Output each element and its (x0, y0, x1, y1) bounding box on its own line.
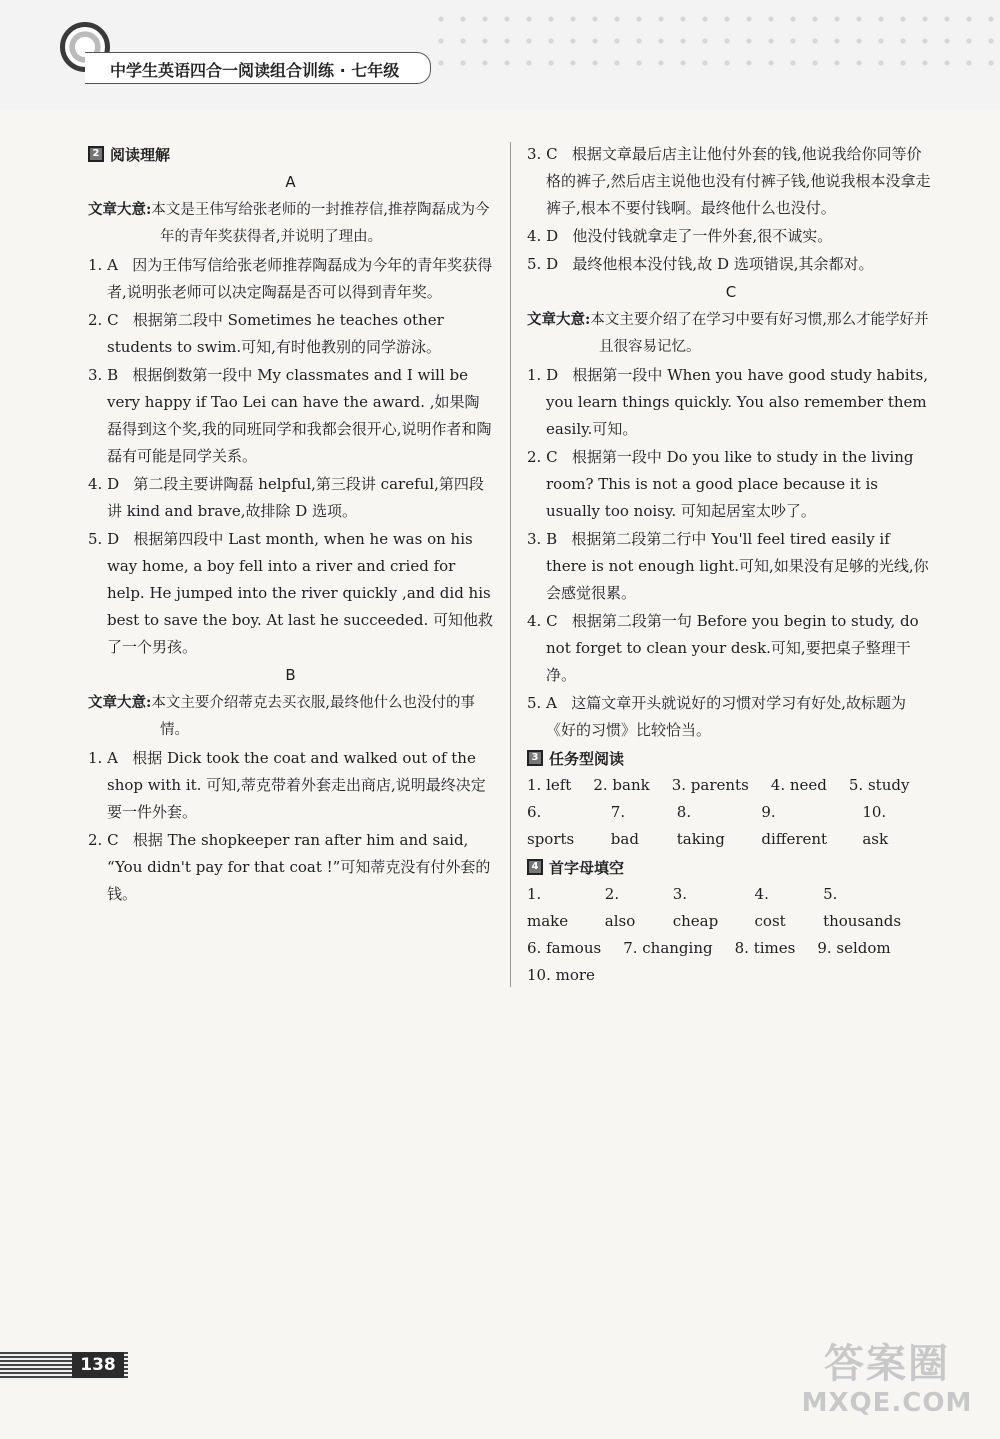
answer-item (527, 251, 935, 278)
answer-num: 4. C (527, 612, 558, 630)
answer-word: 2. bank (593, 776, 650, 794)
answer-word: 5. thousands (823, 885, 902, 930)
column-divider (510, 142, 511, 987)
summary-label: 文章大意: (88, 694, 152, 711)
passage-summary (527, 306, 935, 361)
answer-item (527, 444, 935, 525)
section-number-icon: 2 (88, 146, 104, 162)
answer-word: 8. times (734, 939, 796, 957)
answer-word: 1. make (527, 885, 569, 930)
answer-word: 2. also (604, 885, 636, 930)
answer-text: 根据第一段中 Do you like to study in the living room? This is not a good place because it is usually too noisy. 可知起居室太吵了。 (546, 448, 914, 520)
answer-num: 5. D (527, 255, 559, 273)
answer-num: 3. B (527, 530, 558, 548)
answer-list-a (88, 252, 493, 661)
summary-text: 本文主要介绍蒂克去买衣服,最终他什么也没付的事情。 (151, 695, 475, 738)
answer-word: 6. famous (527, 939, 602, 957)
passage-summary (88, 196, 493, 251)
page-header (0, 0, 1000, 110)
answer-text: 根据第二段第一句 Before you begin to study, do not forget to clean your desk.可知,要把桌子整理干净。 (546, 612, 919, 684)
answer-item (88, 362, 493, 470)
answer-word: 7. changing (623, 939, 713, 957)
answer-word: 3. cheap (672, 885, 719, 930)
answer-num: 1. D (527, 366, 559, 384)
passage-letter-b: B (285, 666, 296, 684)
answer-row (527, 881, 935, 935)
summary-label: 文章大意: (88, 201, 152, 218)
answer-text: 最终他根本没付钱,故 D 选项错误,其余都对。 (572, 255, 874, 273)
answer-text: 根据第二段中 Sometimes he teaches other students to swim.可知,有时他教别的同学游泳。 (107, 311, 444, 356)
answer-num: 3. C (527, 145, 558, 163)
answer-num: 5. D (88, 530, 120, 548)
answer-text: 因为王伟写信给张老师推荐陶磊成为今年的青年奖获得者,说明张老师可以决定陶磊是否可以得到青年奖。 (107, 256, 493, 301)
answer-num: 4. D (527, 227, 559, 245)
answer-num: 1. A (88, 749, 118, 767)
right-column (527, 140, 935, 989)
answer-word: 8. taking (676, 803, 725, 848)
watermark-url: MXQE.COM (801, 1388, 973, 1418)
answer-item (527, 362, 935, 443)
answer-text: 第二段主要讲陶磊 helpful,第三段讲 careful,第四段讲 kind and brave,故排除 D 选项。 (107, 475, 484, 520)
answer-word: 4. need (770, 776, 827, 794)
answer-item (88, 307, 493, 361)
answer-row (527, 935, 935, 962)
left-column (88, 140, 493, 908)
answer-num: 2. C (527, 448, 558, 466)
section-number-icon: 4 (527, 859, 543, 875)
header-decoration (430, 8, 1000, 78)
book-title: 中学生英语四合一阅读组合训练 · 七年级 (110, 61, 400, 80)
answer-item (527, 526, 935, 607)
answer-word: 5. study (848, 776, 910, 794)
answer-word: 3. parents (671, 776, 749, 794)
section-title: 阅读理解 (110, 145, 171, 164)
answer-row (527, 799, 935, 853)
answer-text: 这篇文章开头就说好的习惯对学习有好处,故标题为《好的习惯》比较恰当。 (546, 694, 907, 739)
initial-letter-answers (527, 881, 935, 989)
section-heading-task-reading (527, 744, 935, 772)
answer-text: 根据倒数第一段中 My classmates and I will be very happy if Tao Lei can have the award. ,如果陶磊得到这个奖,我的同班同学和我都会很开心,说明作者和陶磊有可能是同学关系。 (107, 366, 492, 465)
answer-word: 10. more (527, 966, 595, 984)
section-heading-initial-letter-fill (527, 853, 935, 881)
answer-item (88, 252, 493, 306)
answer-text: 根据第四段中 Last month, when he was on his way home, a boy fell into a river and cried for help. He jumped into the river quickly ,and did his best to save the boy. At last he succeeded. 可知他救了一个男孩。 (107, 530, 493, 656)
answer-num: 2. C (88, 831, 119, 849)
answer-num: 4. D (88, 475, 120, 493)
summary-label: 文章大意: (527, 311, 591, 328)
answer-list-b (88, 745, 493, 908)
answer-num: 1. A (88, 256, 118, 274)
watermark (792, 1340, 982, 1425)
passage-summary (88, 689, 493, 744)
answer-text: 根据 Dick took the coat and walked out of the shop with it. 可知,蒂克带着外套走出商店,说明最终决定要一件外套。 (107, 749, 486, 821)
answer-item (527, 141, 935, 222)
answer-num: 3. B (88, 366, 119, 384)
answer-word: 1. left (527, 776, 572, 794)
answer-num: 5. A (527, 694, 557, 712)
answer-text: 根据文章最后店主让他付外套的钱,他说我给你同等价格的裤子,然后店主说他也没有付裤子钱,他说我根本没拿走裤子,根本不要付钱啊。最终他什么也没付。 (546, 145, 931, 217)
answer-text: 他没付钱就拿走了一件外套,很不诚实。 (572, 227, 833, 245)
answer-text: 根据第一段中 When you have good study habits, you learn things quickly. You also remember them easily.可知。 (546, 366, 928, 438)
section-heading-reading (88, 140, 493, 168)
answer-item (527, 608, 935, 689)
answer-row (527, 962, 935, 989)
answer-row (527, 772, 935, 799)
answer-item (88, 471, 493, 525)
answer-list-b-continued (527, 141, 935, 278)
answer-item (88, 745, 493, 826)
page-number: 138 (72, 1352, 124, 1378)
task-reading-answers (527, 772, 935, 853)
passage-letter-c: C (725, 283, 737, 301)
answer-item (88, 526, 493, 661)
section-title: 任务型阅读 (549, 749, 625, 768)
answer-word: 4. cost (754, 885, 786, 930)
answer-word: 10. ask (862, 803, 889, 848)
answer-item (527, 690, 935, 744)
section-title: 首字母填空 (549, 858, 625, 877)
summary-text: 本文是王伟写给张老师的一封推荐信,推荐陶磊成为今年的青年奖获得者,并说明了理由。 (151, 202, 490, 245)
answer-word: 7. bad (610, 803, 639, 848)
answer-text: 根据 The shopkeeper ran after him and said, “You didn't pay for that coat !”可知蒂克没有付外套的钱。 (107, 831, 491, 903)
answer-text: 根据第二段第二行中 You'll feel tired easily if there is not enough light.可知,如果没有足够的光线,你会感觉很累。 (546, 530, 929, 602)
passage-letter-a: A (285, 173, 296, 191)
answer-item (527, 223, 935, 250)
answer-item (88, 827, 493, 908)
answer-num: 2. C (88, 311, 119, 329)
answer-list-c (527, 362, 935, 744)
watermark-logo: 答案圈 (824, 1341, 950, 1387)
answer-word: 9. seldom (817, 939, 891, 957)
section-number-icon: 3 (527, 750, 543, 766)
answer-word: 6. sports (527, 803, 575, 848)
answer-word: 9. different (761, 803, 828, 848)
summary-text: 本文主要介绍了在学习中要有好习惯,那么才能学好并且很容易记忆。 (590, 312, 929, 355)
